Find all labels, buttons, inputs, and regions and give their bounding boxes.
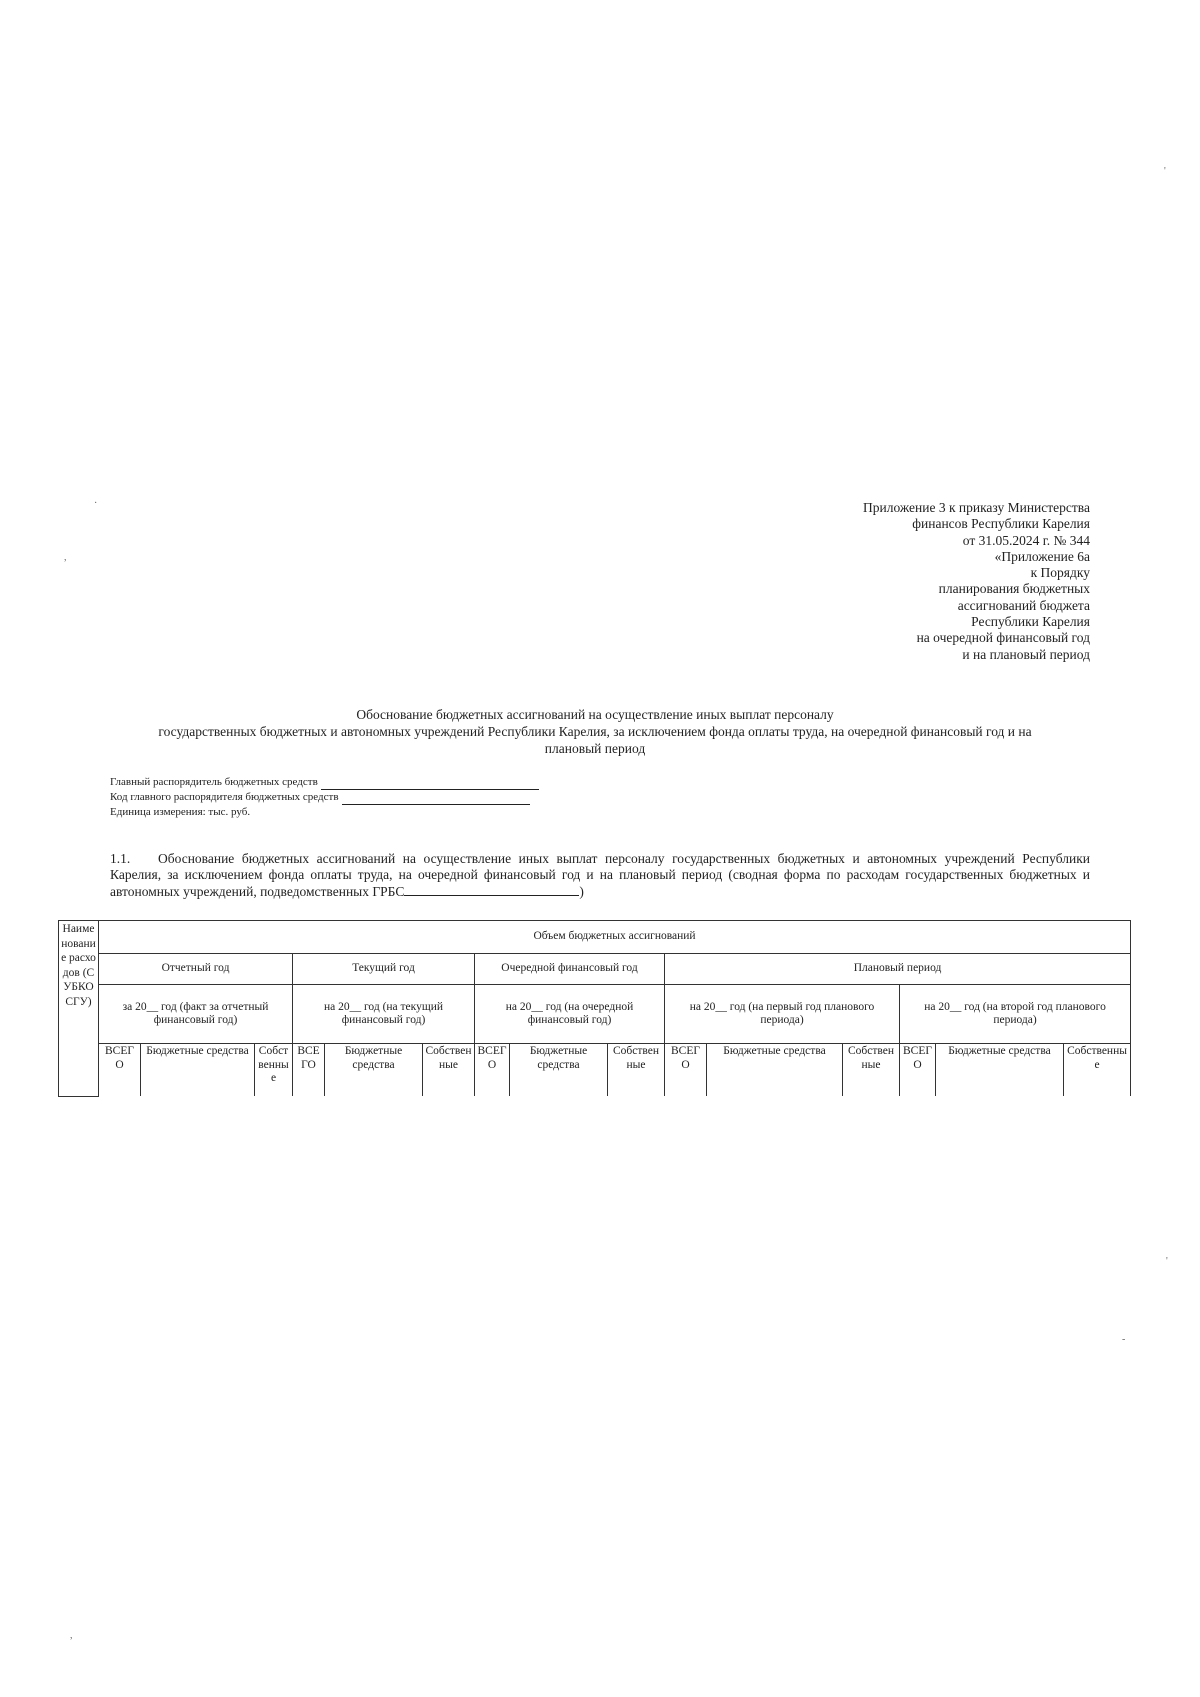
appendix-line: ассигнований бюджета: [957, 597, 1090, 613]
section-number: 1.1.: [110, 851, 131, 866]
sub-header-total: ВСЕГО: [665, 1044, 707, 1097]
sub-header-budget: Бюджетные средства: [141, 1044, 255, 1097]
scan-speck: -: [1122, 1334, 1126, 1345]
period-header: на 20__ год (на второй год планового периода): [900, 985, 1131, 1044]
title-line-2: государственных бюджетных и автономных учреждений Республики Карелия, за исключением фонда оплаты труда, на очередной финансовый год и на: [158, 724, 1032, 739]
appendix-line: и на плановый период: [962, 646, 1090, 662]
info-block: [110, 775, 539, 820]
appendix-line: Республики Карелия: [971, 614, 1090, 630]
chief-code-field[interactable]: [342, 793, 530, 805]
sub-header-budget: Бюджетные средства: [707, 1044, 843, 1097]
unit-row: [110, 805, 539, 820]
sub-header-own: Собственные: [843, 1044, 900, 1097]
document-title: [110, 706, 1080, 757]
sub-header-total: ВСЕГО: [475, 1044, 510, 1097]
period-header: за 20__ год (факт за отчетный финансовый год): [99, 985, 293, 1044]
sub-header-total: ВСЕГО: [293, 1044, 325, 1097]
first-col-header: Наименование расходов (СУБКОСГУ): [59, 921, 99, 1097]
period-header: на 20__ год (на текущий финансовый год): [293, 985, 475, 1044]
scan-speck: ,: [70, 1630, 73, 1641]
sub-header-budget: Бюджетные средства: [510, 1044, 608, 1097]
volume-header: Объем бюджетных ассигнований: [99, 921, 1131, 954]
scan-speck: ': [1164, 166, 1166, 177]
appendix-line: «Приложение 6а: [994, 548, 1090, 564]
sub-header-own: Собственные: [1064, 1044, 1131, 1097]
group-header: Плановый период: [665, 954, 1131, 985]
title-line-1: Обоснование бюджетных ассигнований на осуществление иных выплат персоналу: [356, 707, 834, 722]
group-header: Очередной финансовый год: [475, 954, 665, 985]
section-text: Обоснование бюджетных ассигнований на осуществление иных выплат персоналу государственных бюджетных и автономных учреждений Республики Карелия, за исключением фонда оплаты труда, на очередной финансовый год и на плановый период (сводная форма по расходам государственных бюджетных и автономных учреждений, подведомственных ГРБС: [110, 851, 1090, 899]
section-closing: ): [579, 884, 584, 899]
group-header: Отчетный год: [99, 954, 293, 985]
scan-speck: ·: [94, 498, 98, 509]
scan-speck: ,: [64, 552, 67, 563]
appendix-header: [863, 500, 1090, 663]
chief-code-row: [110, 790, 539, 805]
scan-speck: ': [1166, 1256, 1168, 1267]
group-header: Текущий год: [293, 954, 475, 985]
grbs-field[interactable]: [404, 883, 579, 896]
sub-header-total: ВСЕГО: [99, 1044, 141, 1097]
chief-manager-field[interactable]: [321, 778, 539, 790]
appendix-line: на очередной финансовый год: [916, 630, 1090, 646]
chief-manager-label: Главный распорядитель бюджетных средств: [110, 776, 318, 788]
period-header: на 20__ год (на первый год планового периода): [665, 985, 900, 1044]
appendix-line: от 31.05.2024 г. № 344: [962, 532, 1090, 548]
sub-header-budget: Бюджетные средства: [936, 1044, 1064, 1097]
sub-header-own: Собственные: [255, 1044, 293, 1097]
chief-manager-row: [110, 775, 539, 790]
sub-header-own: Собственные: [423, 1044, 475, 1097]
appendix-line: Приложение 3 к приказу Министерства: [862, 500, 1090, 515]
section-1-1: [110, 851, 1090, 900]
sub-header-budget: Бюджетные средства: [325, 1044, 423, 1097]
appendix-line: финансов Республики Карелия: [912, 516, 1090, 532]
sub-header-total: ВСЕГО: [900, 1044, 936, 1097]
period-header: на 20__ год (на очередной финансовый год): [475, 985, 665, 1044]
title-line-3: плановый период: [544, 741, 646, 756]
appendix-line: к Порядку: [1030, 565, 1090, 581]
chief-code-label: Код главного распорядителя бюджетных средств: [110, 791, 339, 803]
budget-table: [58, 920, 1131, 1097]
sub-header-own: Собственные: [608, 1044, 665, 1097]
appendix-line: планирования бюджетных: [938, 581, 1090, 597]
unit-label: Единица измерения: тыс. руб.: [110, 806, 251, 818]
